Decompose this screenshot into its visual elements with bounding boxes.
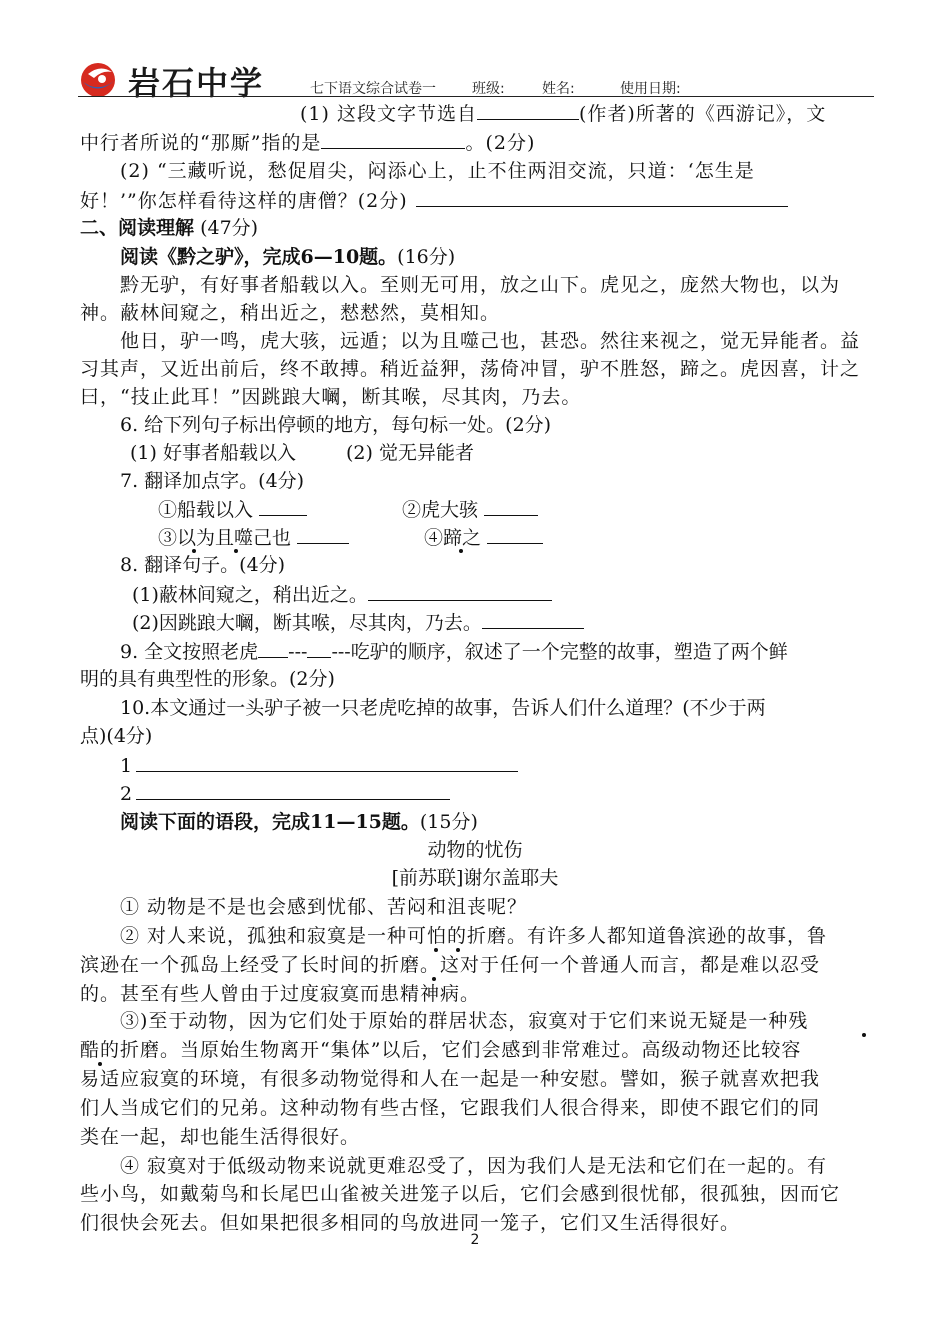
- passage-1-line: 习其声，又近出前后，终不敢搏。稍近益狎，荡倚冲冒，驴不胜怒，蹄之。虎因喜，计之: [80, 358, 861, 380]
- question-8: 8. 翻译句子。(4分): [120, 554, 286, 576]
- passage-2-line: 滨逊在一个孤岛上经受了长时间的折磨。这对于任何一个普通人而言，都是难以忍受: [80, 954, 821, 976]
- q2-answer-blank[interactable]: [416, 186, 788, 207]
- passage-1-instruction: [120, 243, 920, 271]
- q7-blank-4[interactable]: [487, 523, 543, 544]
- section-2-title: 二、阅读理解: [80, 217, 195, 239]
- passage-2-line: 酷的折磨。当原始生物离开“集体”以后，它们会感到非常难过。高级动物还比较容: [80, 1039, 802, 1061]
- class-label: 班级:: [472, 81, 505, 97]
- passage-2-title: 动物的忧伤: [427, 839, 523, 861]
- passage-2-line: 易适应寂寞的环境，有很多动物觉得和人在一起是一种安慰。譬如，猴子就喜欢把我: [80, 1068, 821, 1090]
- q7-row-1: [158, 495, 307, 524]
- passage-1-line: 黔无驴，有好事者船载以入。至则无可用，放之山下。虎见之，庞然大物也，以为: [120, 274, 841, 296]
- passage-2-line: ③)至于动物，因为它们处于原始的群居状态，寂寞对于它们来说无疑是一种残: [120, 1010, 809, 1032]
- emphasis-dot-icon: [456, 948, 460, 952]
- passage-1-instruction-text: 阅读《黔之驴》，完成6—10题。: [120, 246, 398, 268]
- q10-answer-2: [120, 779, 920, 808]
- date-label: 使用日期:: [620, 81, 681, 97]
- emphasis-dot-icon: [432, 977, 436, 981]
- q7-row-2b: [424, 523, 543, 552]
- q6-item-1: (1) 好事者船载以入: [130, 442, 296, 464]
- question-9-line2: 明的具有典型性的形象。(2分): [80, 668, 335, 690]
- q9-blank-1[interactable]: [258, 637, 288, 658]
- section-2-score: (47分): [200, 217, 259, 239]
- q7-blank-3[interactable]: [297, 523, 349, 544]
- q1-text-c: 中行者所说的“那厮”指的是: [80, 132, 322, 154]
- passage-1-line: 神。蔽林间窥之，稍出近之，慭慭然，莫相知。: [80, 302, 501, 324]
- q7-row-1b: [402, 495, 538, 524]
- header: [0, 0, 950, 100]
- passage-2-line: ① 动物是不是也会感到忧郁、苦闷和沮丧呢？: [120, 896, 528, 918]
- q10-answer-1: [120, 751, 920, 780]
- question-6-items: [130, 439, 930, 467]
- passage-1-line: 曰，“技止此耳！”因跳踉大㘎，断其喉，尽其肉，乃去。: [80, 386, 582, 408]
- emphasis-dot-icon: [98, 1062, 102, 1066]
- passage-1-line: 他日，驴一鸣，虎大骇，远遁；以为且噬己也，甚恐。然往来视之，觉无异能者。益: [120, 330, 861, 352]
- q10-blank-2[interactable]: [136, 779, 450, 800]
- question-2-line1: (2) “三藏听说，愁促眉尖，闷添心上，止不住两泪交流，只道：‘怎生是: [120, 160, 755, 182]
- exam-title: 七下语文综合试卷一: [310, 81, 436, 97]
- q1-text-b: (作者)所著的《西游记》，文: [578, 103, 827, 125]
- school-name: 岩石中学: [128, 64, 265, 102]
- q7-item-2: ②虎大骇: [402, 499, 479, 521]
- q1-text-a: (1) 这段文字节选自: [300, 103, 477, 125]
- q10-number-1: 1: [120, 755, 133, 777]
- passage-2-score: (15分): [419, 811, 478, 833]
- passage-1-score: (16分): [397, 246, 456, 268]
- q9-blank-2[interactable]: [307, 637, 331, 658]
- passage-2-instruction: [120, 808, 920, 836]
- question-7: 7. 翻译加点字。(4分): [120, 470, 305, 492]
- section-2-heading: [80, 214, 880, 242]
- school-logo-icon: [74, 60, 124, 100]
- q8-sentence-2: [132, 608, 932, 637]
- passage-2-instruction-text: 阅读下面的语段，完成11—15题。: [120, 811, 420, 833]
- question-1-line1: [300, 99, 950, 128]
- page-number: 2: [470, 1232, 480, 1248]
- q8-sentence-1: [132, 580, 932, 609]
- passage-2-line: 类在一起，却也能生活得很好。: [80, 1126, 361, 1148]
- question-10-line2: 点)(4分): [80, 725, 153, 747]
- passage-2-line: ④ 寂寞对于低级动物来说就更难忍受了，因为我们人是无法和它们在一起的。有: [120, 1155, 828, 1177]
- question-10-line1: 10.本文通过一头驴子被一只老虎吃掉的故事，告诉人们什么道理？(不少于两: [120, 697, 766, 719]
- q1-author-blank[interactable]: [477, 99, 579, 120]
- emphasis-dot-icon: [862, 1033, 866, 1037]
- passage-2-line: 的。甚至有些人曾由于过度寂寞而患精神病。: [80, 983, 481, 1005]
- q8-blank-1[interactable]: [368, 580, 552, 601]
- q8-blank-2[interactable]: [482, 608, 584, 629]
- q7-item-1: ①船载以入: [158, 499, 254, 521]
- q7-item-4: ④蹄之: [424, 527, 482, 549]
- emphasis-dot-icon: [434, 948, 438, 952]
- q7-item-3: ③以为且噬己也: [158, 527, 292, 549]
- question-9-line1: [120, 637, 920, 666]
- q1-nasi-blank[interactable]: [321, 128, 465, 149]
- passage-2-line: 们很快会死去。但如果把很多相同的鸟放进同一笼子，它们又生活得很好。: [80, 1212, 741, 1234]
- q9-text-a: 9. 全文按照老虎: [120, 641, 259, 663]
- q2-text-b: 好！’”你怎样看待这样的唐僧？(2分): [80, 190, 408, 212]
- q9-text-c: ---吃驴的顺序，叙述了一个完整的故事，塑造了两个鲜: [331, 641, 788, 663]
- question-1-line2: [80, 128, 880, 157]
- q8-s1-text: (1)蔽林间窥之，稍出近之。: [132, 584, 368, 606]
- question-2-line2: [80, 186, 880, 215]
- passage-2-line: 们人当成它们的兄弟。这种动物有些古怪，它跟我们人很合得来，即使不跟它们的同: [80, 1097, 821, 1119]
- q7-blank-2[interactable]: [484, 495, 538, 516]
- q7-row-2: [158, 523, 349, 552]
- q7-blank-1[interactable]: [259, 495, 307, 516]
- q6-item-2: (2) 觉无异能者: [346, 442, 474, 464]
- q10-blank-1[interactable]: [136, 751, 518, 772]
- q8-s2-text: (2)因跳踉大㘎，断其喉，尽其肉，乃去。: [132, 612, 482, 634]
- question-6: 6. 给下列句子标出停顿的地方，每句标一处。(2分): [120, 414, 552, 436]
- q10-number-2: 2: [120, 783, 133, 805]
- passage-2-line: 些小鸟，如戴菊鸟和长尾巴山雀被关进笼子以后，它们会感到很忧郁，很孤独，因而它: [80, 1183, 841, 1205]
- header-divider: [78, 96, 874, 97]
- passage-2-author: [前苏联]谢尔盖耶夫: [391, 867, 559, 889]
- passage-2-line: ② 对人来说，孤独和寂寞是一种可怕的折磨。有许多人都知道鲁滨逊的故事，鲁: [120, 925, 828, 947]
- q9-text-b: ---: [288, 641, 308, 663]
- name-label: 姓名:: [542, 81, 575, 97]
- q1-text-d: 。(2分): [465, 132, 536, 154]
